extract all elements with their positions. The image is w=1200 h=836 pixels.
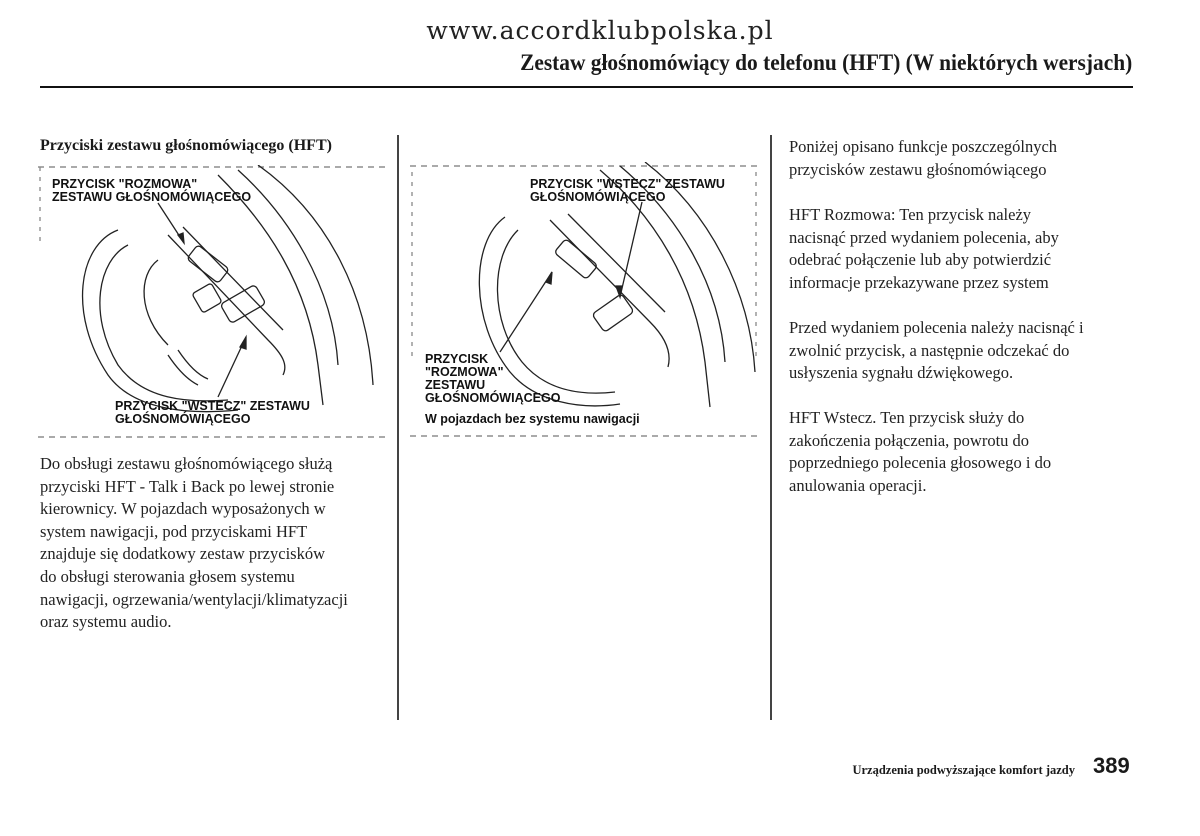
column-divider-right <box>770 135 772 720</box>
section-heading: Przyciski zestawu głośnomówiącego (HFT) <box>40 137 332 154</box>
header-rule <box>40 86 1133 88</box>
paragraph-hft-talk: HFT Rozmowa: Ten przycisk należy nacisnąć przed wydaniem polecenia, aby odebrać połączenie lub aby potwierdzić informacje przekazywane przez system <box>789 205 1059 292</box>
intro-paragraph: Do obsługi zestawu głośnomówiącego służą przyciski HFT - Talk i Back po lewej stronie kierownicy. W pojazdach wyposażonych w system nawigacji, pod przyciskami HFT znajduje się dodatkowy zestaw przycisków do obsługi sterowania głosem systemu nawigacji, ogrzewania/wentylacji/klimatyzacji oraz systemu audio. <box>40 454 348 632</box>
paragraph-hft-back: HFT Wstecz. Ten przycisk służy do zakończenia połączenia, powrotu do poprzedniego polecenia głosowego i do anulowania operacji. <box>789 408 1052 495</box>
callout-talk-button-nav: PRZYCISK "ROZMOWA" ZESTAWU GŁOŚNOMÓWIĄCEGO <box>425 352 561 405</box>
page-number: 389 <box>1093 753 1130 778</box>
paragraph-press-release: Przed wydaniem polecenia należy nacisnąć i zwolnić przycisk, a następnie odczekać do usłyszenia sygnału dźwiękowego. <box>789 318 1084 383</box>
footer-section-title: Urządzenia podwyższające komfort jazdy <box>852 763 1075 777</box>
callout-talk-button: PRZYCISK "ROZMOWA" ZESTAWU GŁOŚNOMÓWIĄCEGO <box>52 177 252 204</box>
callout-back-button: PRZYCISK "WSTECZ" ZESTAWU GŁOŚNOMÓWIĄCEGO <box>115 399 310 426</box>
figure-caption: W pojazdach bez systemu nawigacji <box>425 412 640 426</box>
watermark-url: www.accordklubpolska.pl <box>426 16 774 45</box>
column-divider-left <box>397 135 399 720</box>
paragraph-intro-functions: Poniżej opisano funkcje poszczególnych przycisków zestawu głośnomówiącego <box>789 137 1058 179</box>
callout-back-button-nav: PRZYCISK "WSTECZ" ZESTAWU GŁOŚNOMÓWIĄCEGO <box>530 177 725 204</box>
page-title: Zestaw głośnomówiący do telefonu (HFT) (W niektórych wersjach) <box>519 50 1132 75</box>
